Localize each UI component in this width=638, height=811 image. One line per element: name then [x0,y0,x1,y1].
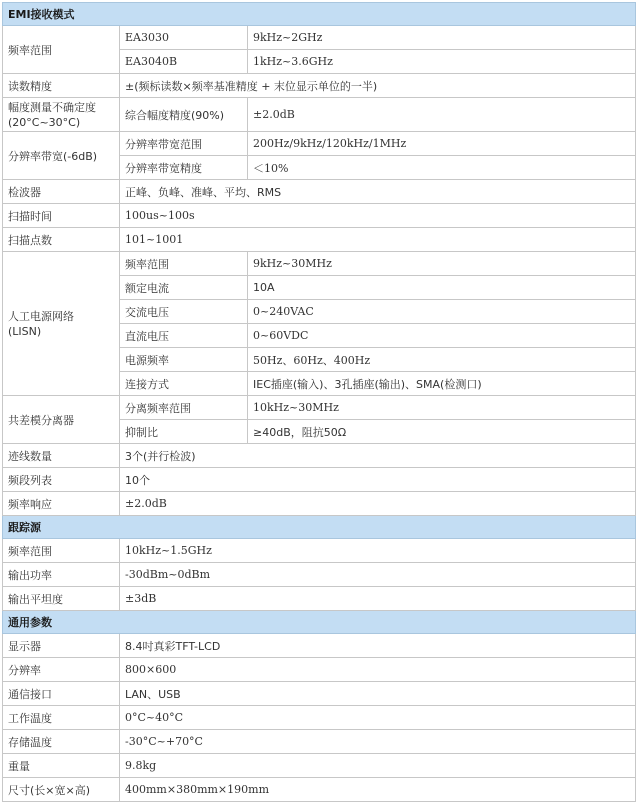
row-label: 输出功率 [3,563,120,587]
sub-label: 额定电流 [120,276,248,300]
row-label: 工作温度 [3,706,120,730]
sub-label: 频率范围 [120,252,248,276]
row-label: 分辨率带宽(-6dB) [3,132,120,180]
table-row [3,706,636,730]
table-row [3,396,636,420]
row-value: 9.8kg [120,754,636,778]
row-value: 50Hz、60Hz、400Hz [248,348,636,372]
row-value: LAN、USB [120,682,636,706]
table-row [3,180,636,204]
table-row [3,730,636,754]
spec-table [2,2,636,802]
row-value: ±(频标读数×频率基准精度 + 末位显示单位的一半) [120,74,636,98]
table-row [3,754,636,778]
table-row [3,444,636,468]
row-value: IEC插座(输入)、3孔插座(输出)、SMA(检测口) [248,372,636,396]
row-label: 扫描点数 [3,228,120,252]
row-value: ±2.0dB [120,492,636,516]
table-row [3,468,636,492]
sub-label: 综合幅度精度(90%) [120,98,248,132]
row-label: 分辨率 [3,658,120,682]
row-value: 10kHz~1.5GHz [120,539,636,563]
row-label: 频段列表 [3,468,120,492]
table-row [3,492,636,516]
table-row [3,26,636,50]
row-value: 3个(并行检波) [120,444,636,468]
row-value: 10A [248,276,636,300]
table-row [3,563,636,587]
row-label: 频率范围 [3,539,120,563]
sub-label: 分辨率带宽精度 [120,156,248,180]
row-label: 重量 [3,754,120,778]
row-label-line: (LISN) [8,324,42,338]
table-row [3,252,636,276]
row-value: ±3dB [120,587,636,611]
row-label: 频率范围 [3,26,120,74]
model-name: EA3040B [120,50,248,74]
sub-label: 分离频率范围 [120,396,248,420]
row-label [3,252,120,396]
row-value: 9kHz~2GHz [248,26,636,50]
row-label [3,98,120,132]
section-title: EMI接收模式 [3,3,636,26]
table-row [3,658,636,682]
sub-label: 交流电压 [120,300,248,324]
row-label: 扫描时间 [3,204,120,228]
table-row [3,587,636,611]
row-value: 200Hz/9kHz/120kHz/1MHz [248,132,636,156]
row-label: 存储温度 [3,730,120,754]
row-label-line: (20°C~30°C) [8,115,81,129]
row-label-line: 人工电源网络 [8,309,74,323]
row-value: 101~1001 [120,228,636,252]
table-row [3,682,636,706]
row-value: 1kHz~3.6GHz [248,50,636,74]
row-value: 0~240VAC [248,300,636,324]
row-value: ≥40dB，阻抗50Ω [248,420,636,444]
row-value: 800×600 [120,658,636,682]
sub-label: 连接方式 [120,372,248,396]
row-value: 0°C~40°C [120,706,636,730]
section-title: 通用参数 [3,611,636,634]
row-value: 400mm×380mm×190mm [120,778,636,802]
row-label: 尺寸(长×宽×高) [3,778,120,802]
table-row [3,204,636,228]
sub-label: 抑制比 [120,420,248,444]
row-label: 检波器 [3,180,120,204]
table-row [3,634,636,658]
model-name: EA3030 [120,26,248,50]
row-label-line: 幅度测量不确定度 [8,100,96,114]
row-value: ±2.0dB [248,98,636,132]
row-label: 迹线数量 [3,444,120,468]
table-row [3,132,636,156]
row-value: 10个 [120,468,636,492]
row-value: -30dBm~0dBm [120,563,636,587]
row-value: 正峰、负峰、准峰、平均、RMS [120,180,636,204]
section-header-tracking [3,516,636,539]
section-header-general [3,611,636,634]
row-value: 0~60VDC [248,324,636,348]
row-label: 频率响应 [3,492,120,516]
table-row [3,539,636,563]
row-label: 共差模分离器 [3,396,120,444]
row-value: 10kHz~30MHz [248,396,636,420]
sub-label: 分辨率带宽范围 [120,132,248,156]
table-row [3,778,636,802]
sub-label: 直流电压 [120,324,248,348]
row-value: 100us~100s [120,204,636,228]
row-value: 9kHz~30MHz [248,252,636,276]
table-row [3,98,636,132]
row-label: 读数精度 [3,74,120,98]
row-label: 输出平坦度 [3,587,120,611]
table-row [3,228,636,252]
row-label: 通信接口 [3,682,120,706]
section-header-emi [3,3,636,26]
row-label: 显示器 [3,634,120,658]
table-row [3,74,636,98]
section-title: 跟踪源 [3,516,636,539]
row-value: ＜10% [248,156,636,180]
row-value: 8.4吋真彩TFT-LCD [120,634,636,658]
sub-label: 电源频率 [120,348,248,372]
row-value: -30°C~+70°C [120,730,636,754]
